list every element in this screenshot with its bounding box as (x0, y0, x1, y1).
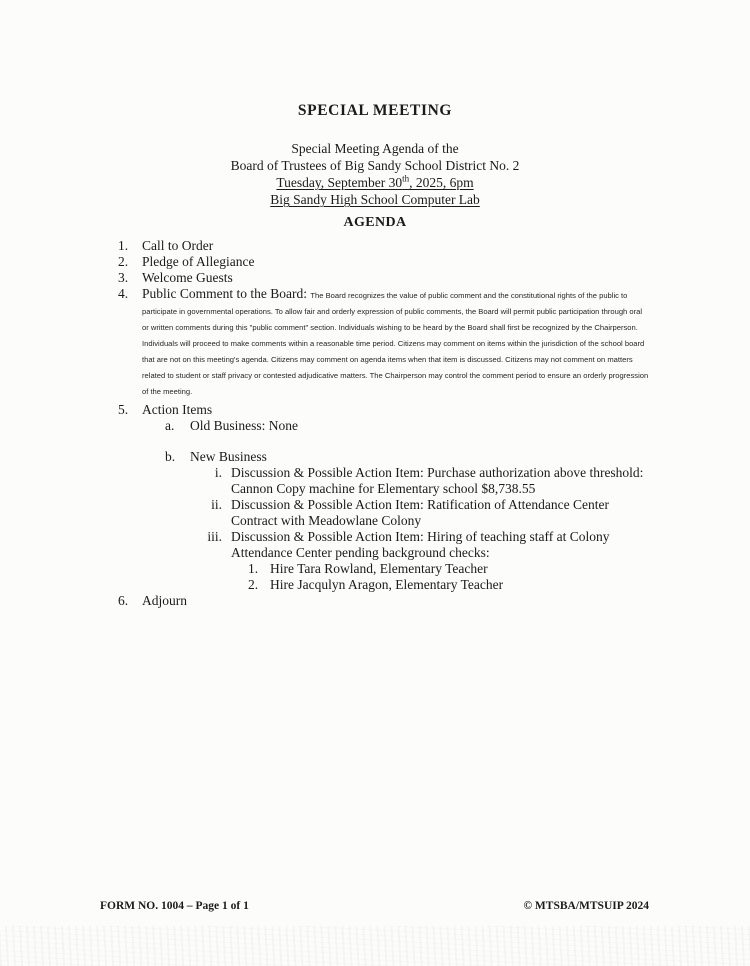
subtitle-line-board: Board of Trustees of Big Sandy School District No. 2 (230, 158, 520, 173)
agenda-item-adjourn (0, 593, 750, 609)
public-comment-fine-print: The Board recognizes the value of public comment and the constitutional rights of the public to participate in governmental operations. To allow fair and orderly expression of public comments, the Board will permit public participation through oral or written comments during this "public comment" section. Individuals wishing to be heard by the Board shall first be recognized by the Chairperson. Individuals will proceed to make comments within a reasonable time period. Citizens may comment on items within the jurisdiction of the school board that are not on this meeting's agenda. Citizens may comment on agenda items when that item is discussed. Citizens may not comment on matters related to student or staff privacy or contested adjudicative matters. The Chairperson may control the comment period to ensure an orderly progression of the meeting. (142, 291, 649, 396)
item-marker: i. (214, 465, 222, 480)
item-text: Discussion & Possible Action Item: Ratification of Attendance Center Contract with Meadowlane Colony (231, 497, 609, 528)
item-marker: 5. (118, 402, 129, 417)
meeting-date-prefix: Tuesday, September 30 (276, 175, 403, 190)
agenda-subitem-new-business (0, 449, 750, 465)
item-marker: 2. (118, 254, 129, 269)
page-title: SPECIAL MEETING (297, 102, 453, 119)
item-text: Hire Tara Rowland, Elementary Teacher (270, 561, 488, 576)
agenda-subitem-old-business (0, 418, 750, 434)
item-marker: 2. (248, 577, 259, 592)
agenda-heading: AGENDA (343, 215, 407, 230)
item-text: Welcome Guests (142, 270, 233, 285)
agenda-item-welcome-guests (0, 270, 750, 286)
agenda-list (0, 238, 750, 609)
meeting-datetime (0, 174, 750, 191)
meeting-date-suffix: , 2025, 6pm (409, 175, 474, 190)
agenda-item-public-comment (0, 286, 750, 398)
subtitle-line-agenda-of: Special Meeting Agenda of the (291, 141, 459, 156)
agenda-subsubitem-hiring-staff (0, 529, 750, 561)
item-text: Adjourn (142, 593, 187, 608)
agenda-hire-item-jacqulyn-aragon (0, 577, 750, 593)
item-text: Hire Jacqulyn Aragon, Elementary Teacher (270, 577, 504, 592)
public-comment-label: Public Comment to the Board: (142, 286, 307, 301)
agenda-subsubitem-purchase-authorization (0, 465, 750, 497)
item-text: Call to Order (142, 238, 214, 253)
agenda-hire-item-tara-rowland (0, 561, 750, 577)
item-marker: 4. (118, 286, 129, 301)
agenda-item-pledge (0, 254, 750, 270)
agenda-subsubitem-ratification-contract (0, 497, 750, 529)
meeting-location: Big Sandy High School Computer Lab (270, 192, 480, 207)
item-marker: 1. (118, 238, 129, 253)
item-marker: ii. (211, 497, 222, 512)
agenda-item-action-items (0, 402, 750, 418)
item-text: Pledge of Allegiance (142, 254, 255, 269)
footer-copyright: © MTSBA/MTSUIP 2024 (523, 900, 649, 912)
meeting-date-ordinal: th (402, 173, 410, 184)
item-text: Action Items (142, 402, 213, 417)
item-marker: 6. (118, 593, 129, 608)
item-marker: a. (165, 418, 175, 433)
footer-form-number: FORM NO. 1004 – Page 1 of 1 (100, 900, 249, 912)
item-marker: 1. (248, 561, 259, 576)
public-comment-block (142, 286, 650, 398)
item-marker: 3. (118, 270, 129, 285)
item-text: Discussion & Possible Action Item: Purchase authorization above threshold: Cannon Copy machine for Elementary school $8,738.55 (231, 465, 644, 496)
meeting-header (0, 140, 750, 208)
agenda-item-call-to-order (0, 238, 750, 254)
item-marker: b. (165, 449, 176, 464)
item-text: Discussion & Possible Action Item: Hiring of teaching staff at Colony Attendance Center pending background checks: (231, 529, 610, 560)
item-marker: iii. (207, 529, 222, 544)
item-text: New Business (190, 449, 267, 464)
item-text: Old Business: None (190, 418, 298, 433)
